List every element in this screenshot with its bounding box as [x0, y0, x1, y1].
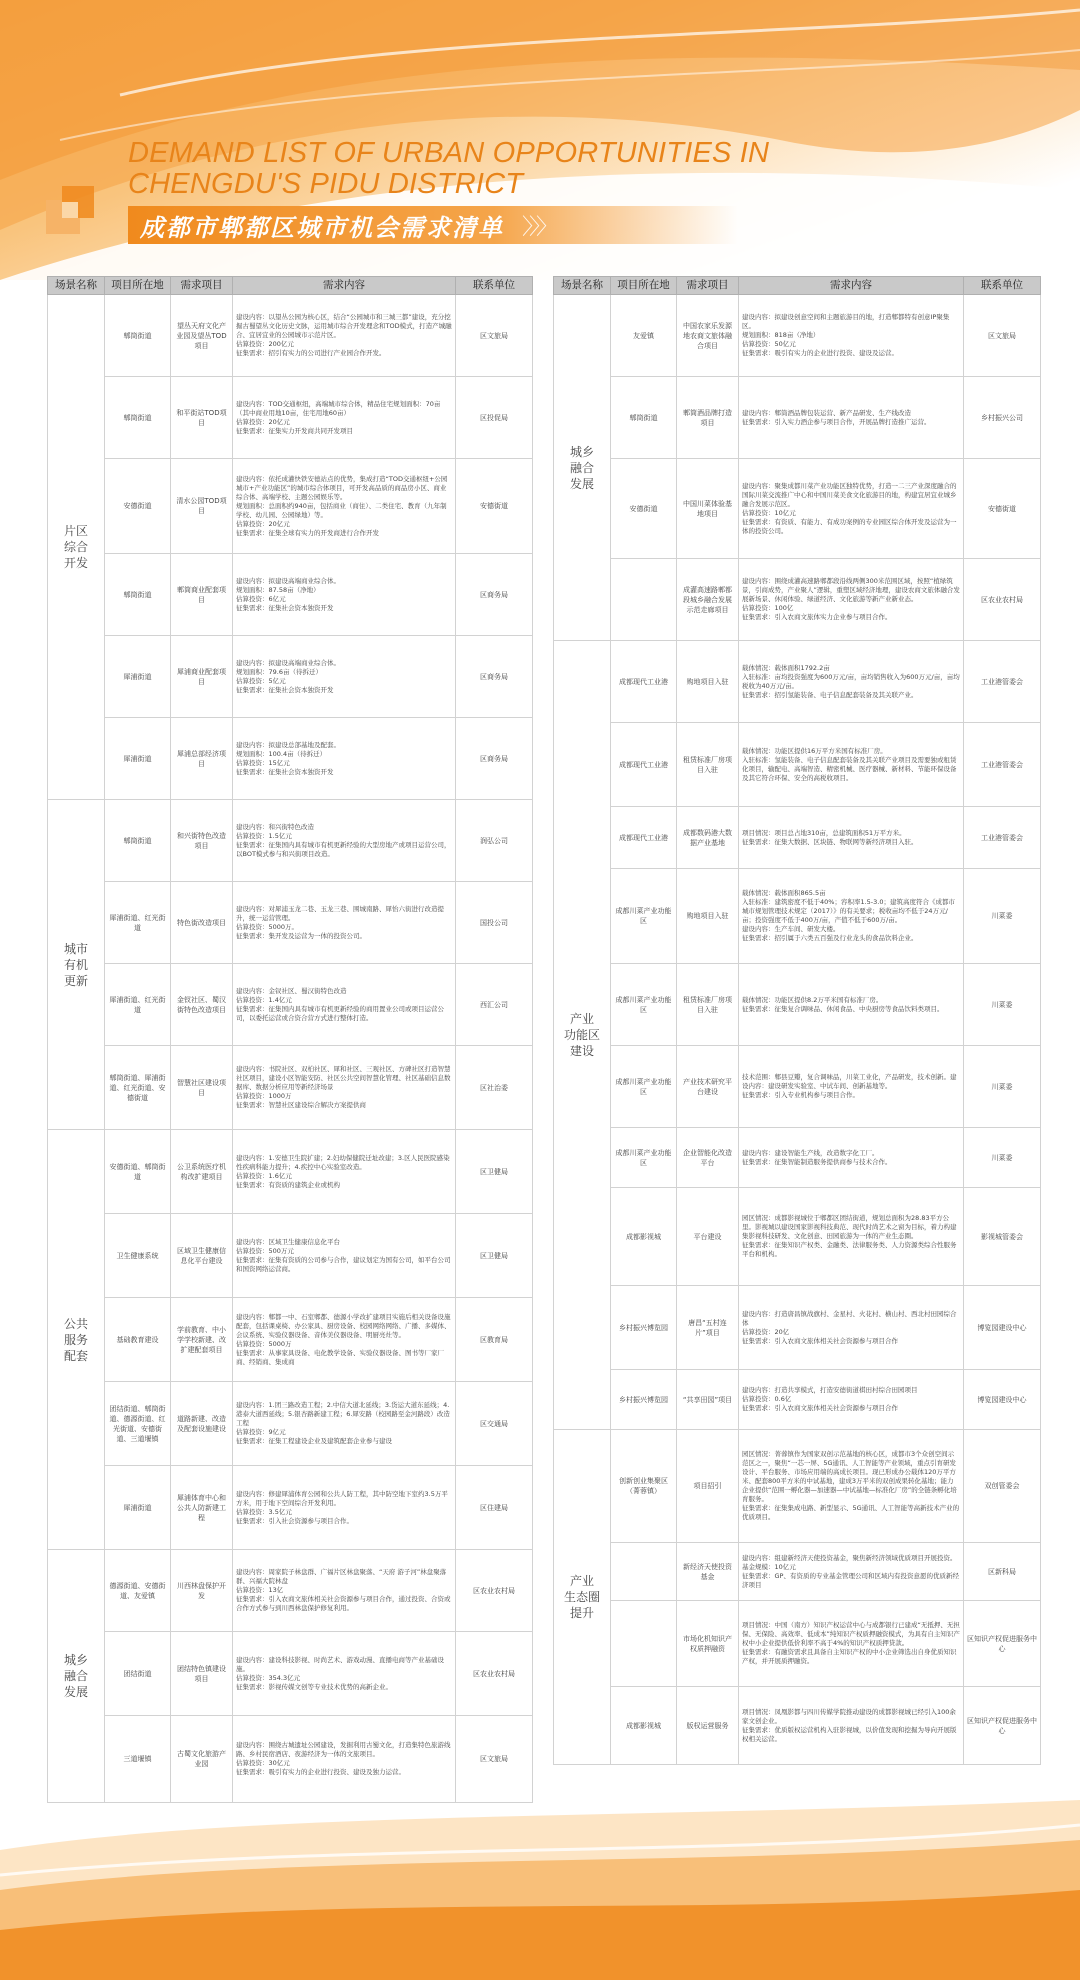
location-cell: 犀浦街道	[105, 636, 171, 718]
project-cell: 成灌高速路郫都段城乡融合发展示范走廊项目	[677, 559, 739, 641]
project-cell: 郫筒商业配套项目	[171, 554, 233, 636]
unit-cell: 区投促局	[456, 377, 533, 459]
table-row	[48, 718, 533, 800]
project-cell: 郫筒酒品牌打造项目	[677, 377, 739, 459]
table-row	[554, 807, 1041, 869]
unit-cell: 区农业农村局	[456, 1550, 533, 1632]
project-cell: 公卫系统医疗机构改扩建项目	[171, 1130, 233, 1214]
table-row	[48, 636, 533, 718]
location-cell: 成都川菜产业功能区	[611, 1128, 677, 1188]
location-cell: 成都川菜产业功能区	[611, 964, 677, 1046]
content-cell: 建设内容：拟建设创意空间和主题旅游目的地，打造郫都特有创意IP聚集区。 规划面积：818亩（净地） 估算投资：50亿元 征集需求：吸引有实力的企业进行投资、建设及运营。	[739, 295, 964, 377]
scene-cell: 产业 功能区 建设	[554, 641, 611, 1430]
project-cell: 租赁标准厂房项目入驻	[677, 964, 739, 1046]
title-chinese-banner	[128, 206, 738, 244]
unit-cell: 工业港管委会	[964, 723, 1041, 807]
unit-cell: 区知识产权促进服务中心	[964, 1687, 1041, 1765]
project-cell: 购地项目入驻	[677, 641, 739, 723]
project-cell: 金钗社区、蜀汉街特色改造项目	[171, 964, 233, 1046]
unit-cell: 西汇公司	[456, 964, 533, 1046]
unit-cell: 区商务局	[456, 718, 533, 800]
project-cell: 成都数码港大数据产业基地	[677, 807, 739, 869]
project-cell: 新经济天使投资基金	[677, 1543, 739, 1601]
table-row	[554, 964, 1041, 1046]
location-cell: 郫筒街道	[105, 554, 171, 636]
project-cell: 平台建设	[677, 1188, 739, 1286]
content-cell: 载体情况：功能区提供8.2万平米国有标准厂房。 征集需求：征集复合调味品、休闲食品、中央厨房等食品饮料类项目。	[739, 964, 964, 1046]
header-scene: 场景名称	[48, 277, 105, 295]
content-cell: 建设内容：TOD交通枢纽，高端城市综合体，精品住宅规划面积：70亩（其中商业用地10亩，住宅用地60亩） 估算投资：20亿元 征集需求：征集实力开发商共同开发项目	[233, 377, 456, 459]
unit-cell: 川菜委	[964, 1046, 1041, 1128]
content-cell: 建设内容：围绕古城遗址公园建设，发掘利用古蜀文化，打造集特色旅游线路、乡村民宿酒店、夜游经济为一体的文旅项目。 估算投资：30亿元 征集需求：吸引有实力的企业进行投资、建设及独力运营。	[233, 1716, 456, 1803]
table-row	[48, 1298, 533, 1382]
content-cell: 载体情况：载体面积1792.2亩 入驻标准：亩均投资强度为600万元/亩，亩均销售收入为600万元/亩，亩均税收为40万元/亩。 征集需求：招引氢能装备、电子信息配套装备及其关联产业。	[739, 641, 964, 723]
unit-cell: 区卫健局	[456, 1214, 533, 1298]
project-cell: 犀浦商业配套项目	[171, 636, 233, 718]
header-scene: 场景名称	[554, 277, 611, 295]
project-cell: 购地项目入驻	[677, 869, 739, 964]
location-cell: 成都影视城	[611, 1687, 677, 1765]
table-row	[48, 964, 533, 1046]
project-cell: 特色街改造项目	[171, 882, 233, 964]
unit-cell: 区文旅局	[964, 295, 1041, 377]
table-row	[48, 377, 533, 459]
content-cell: 建设内容：建设科技影视、时尚艺术、游戏动漫、直播电商等产业基础设施。 估算投资：354.3亿元 征集需求：影视传媒文创等专业技术优势的高新企业。	[233, 1632, 456, 1716]
location-cell: 郫筒街道、犀浦街道、红光街道、安德街道	[105, 1046, 171, 1130]
content-cell: 园区情况：成都影视城位于郫都区团结街道，规划总面积为28.83平方公里。影视城以建设国家影视科技典范、现代时尚艺术之窗为目标，着力构建集影视科技研发、文化创意、田园旅游为一体的产业生态圈。 征集需求：征集知识产权类、金融类、法律服务类、人力资源类综合性服务平台和机构。	[739, 1188, 964, 1286]
content-cell: 建设内容：对犀浦玉龙二巷、玉龙三巷、围城南路、犀怡六街进行改造提升，统一运营管理。 估算投资：5000万。 征集需求：集开发及运营为一体的投资公司。	[233, 882, 456, 964]
location-cell	[611, 1601, 677, 1687]
unit-cell: 区新科局	[964, 1543, 1041, 1601]
table-row	[554, 1601, 1041, 1687]
table-row	[48, 1716, 533, 1803]
location-cell: 犀浦街道、红光街道	[105, 964, 171, 1046]
unit-cell: 区社治委	[456, 1046, 533, 1130]
location-cell: 郫筒街道	[611, 377, 677, 459]
project-cell: 租赁标准厂房项目入驻	[677, 723, 739, 807]
project-cell: 犀浦体育中心和公共人防新建工程	[171, 1466, 233, 1550]
table-row	[48, 1130, 533, 1214]
title-english-line1: DEMAND LIST OF URBAN OPPORTUNITIES IN	[128, 137, 770, 169]
unit-cell: 川菜委	[964, 869, 1041, 964]
content-cell: 建设内容：围绕成灌高速路郫都段沿线两侧300米范围区域，按照“植绿筑景，引商成势，产业聚人”逻辑，重塑区域经济地理，建设农商文旅体融合发展新场景、休闲体验、绿道经济、文化旅游等新产业新业态。 估算投资：100亿 征集需求：引入农商文旅体实力企业参与项目合作。	[739, 559, 964, 641]
content-cell: 建设内容：以望丛公园为核心区，结合“公园城市和三城三都”建设，充分挖掘古蜀望丛文化历史文脉，运用城市综合开发理念和TOD模式，打造产城融合、宜居宜业的公园城市示范片区。 估算投资：200亿元 征集需求：招引有实力的公司进行产业园合作开发。	[233, 295, 456, 377]
unit-cell: 润弘公司	[456, 800, 533, 882]
table-row	[554, 1543, 1041, 1601]
header-location: 项目所在地	[611, 277, 677, 295]
location-cell: 团结街道、郫筒街道、德源街道、红光街道、安德街道、三道堰镇	[105, 1382, 171, 1466]
project-cell: 清水公园TOD项目	[171, 459, 233, 554]
table-header-row	[554, 277, 1041, 295]
table-row	[554, 869, 1041, 964]
content-cell: 建设内容：组建新经济天使投资基金，聚焦新经济领域优质项目开展投资。 基金规模：10亿元 征集需求：GP、有资质的专业基金管理公司和区域内有投资意愿的优质新经济项目	[739, 1543, 964, 1601]
table-row	[48, 1382, 533, 1466]
location-cell: 卫生健康系统	[105, 1214, 171, 1298]
project-cell: 智慧社区建设项目	[171, 1046, 233, 1130]
unit-cell: 川菜委	[964, 964, 1041, 1046]
project-cell: 企业智能化改造平台	[677, 1128, 739, 1188]
scene-cell: 城乡 融合 发展	[554, 295, 611, 641]
project-cell: “共享田园”项目	[677, 1370, 739, 1430]
footer-background	[0, 1780, 1080, 1980]
location-cell: 安德街道、郫筒街道	[105, 1130, 171, 1214]
table-row	[554, 1128, 1041, 1188]
project-cell: 项目招引	[677, 1430, 739, 1543]
location-cell: 犀浦街道	[105, 1466, 171, 1550]
header-unit: 联系单位	[456, 277, 533, 295]
location-cell: 安德街道	[611, 459, 677, 559]
table-row	[48, 459, 533, 554]
location-cell: 团结街道	[105, 1632, 171, 1716]
location-cell: 安德街道	[105, 459, 171, 554]
table-row	[48, 1550, 533, 1632]
header-unit: 联系单位	[964, 277, 1041, 295]
project-cell: 川西林盘保护开发	[171, 1550, 233, 1632]
table-row	[48, 295, 533, 377]
unit-cell: 国投公司	[456, 882, 533, 964]
header-location: 项目所在地	[105, 277, 171, 295]
table-row	[554, 1188, 1041, 1286]
unit-cell: 区交通局	[456, 1382, 533, 1466]
project-cell: 唐昌“五村连片”项目	[677, 1286, 739, 1370]
unit-cell: 区文旅局	[456, 1716, 533, 1803]
project-cell: 中国川菜体验基地项目	[677, 459, 739, 559]
table-row	[554, 295, 1041, 377]
content-cell: 建设内容：打造共享模式，打造安德街道棋田村综合田园项目 估算投资：0.6亿 征集需求：引入农商文旅体相关社会资源参与项目合作	[739, 1370, 964, 1430]
footer-wave-decoration	[0, 1780, 1080, 1980]
table-row	[554, 459, 1041, 559]
location-cell: 成都川菜产业功能区	[611, 1046, 677, 1128]
unit-cell: 双创管委会	[964, 1430, 1041, 1543]
location-cell: 乡村振兴博览园	[611, 1286, 677, 1370]
content-cell: 建设内容：郫都一中、石室郫都、德源小学改扩建项目实施后相关设备设施配套，包括课桌椅、办公家具、厨房设备、校园网络网络、广播、多媒体、会议系统、实验仪器设备、音体美仪器设备、明厨亮灶等。 估算投资：5000万 征集需求：从事家具设备、电化教学设备、实验仪器设备、图书等厂家厂商、经销商、集成商	[233, 1298, 456, 1382]
content-cell: 建设内容：区域卫生健康信息化平台 估算投资：500万元 征集需求：征集有资质的公司参与合作，建议划定为国有公司，如平台公司和国资网络运营商。	[233, 1214, 456, 1298]
unit-cell: 安德街道	[456, 459, 533, 554]
header-project: 需求项目	[677, 277, 739, 295]
content-cell: 建设内容：修建犀浦体育公园和公共人防工程，其中防空地下室约3.5万平方米，用于地下空间综合开发利用。 估算投资：3.5亿元 征集需求：引入社会资源参与项目合作。	[233, 1466, 456, 1550]
location-cell: 成都现代工业港	[611, 807, 677, 869]
content-cell: 建设内容：1.团三路改造工程；2.中信大道北延线；3.货运大道东延线；4.港泰大道西延线；5.银杏路新建工程；6.犀安路（校园路至金河路段）改造工程 估算投资：9亿元 征集需求：征集工程建设企业及建筑配套企业参与建设	[233, 1382, 456, 1466]
scene-cell: 公共 服务 配套	[48, 1130, 105, 1550]
table-row	[554, 377, 1041, 459]
scene-cell: 城乡 融合 发展	[48, 1550, 105, 1803]
table-row	[554, 1286, 1041, 1370]
scene-cell: 产业 生态圈 提升	[554, 1430, 611, 1765]
project-cell: 望丛天府文化产业园及望丛TOD项目	[171, 295, 233, 377]
location-cell: 郫筒街道	[105, 800, 171, 882]
unit-cell: 区住建局	[456, 1466, 533, 1550]
content-cell: 技术范围：郫县豆瓣，复合调味品，川菜工业化，产品研发，技术创新。建设内容：建设研发实验室、中试车间、创新基地等。 征集需求：引入专业机构参与项目合作。	[739, 1046, 964, 1128]
content-cell: 项目情况：项目总占地310亩，总建筑面积51万平方米。 征集需求：征集大数据、区块链、物联网等新经济项目入驻。	[739, 807, 964, 869]
project-cell: 道路新建、改造及配套设施建设	[171, 1382, 233, 1466]
unit-cell: 区教育局	[456, 1298, 533, 1382]
content-cell: 建设内容：建设智能生产线，改造数字化工厂。 征集需求：征集智能制造服务提供商参与技术合作。	[739, 1128, 964, 1188]
chevron-right-icon: 〉〉〉	[522, 214, 555, 240]
project-cell: 版权运营服务	[677, 1687, 739, 1765]
decor-square	[62, 202, 78, 218]
unit-cell: 工业港管委会	[964, 641, 1041, 723]
table-row	[48, 1214, 533, 1298]
table-row	[554, 641, 1041, 723]
content-cell: 建设内容：拟建设高端商业综合体。 规划面积：87.58亩（净地） 估算投资：6亿元 征集需求：征集社会资本独资开发	[233, 554, 456, 636]
unit-cell: 博览园建设中心	[964, 1370, 1041, 1430]
project-cell: 产业技术研究平台建设	[677, 1046, 739, 1128]
location-cell: 郫筒街道	[105, 377, 171, 459]
table-row	[48, 882, 533, 964]
location-cell: 友爱镇	[611, 295, 677, 377]
unit-cell: 安德街道	[964, 459, 1041, 559]
header-project: 需求项目	[171, 277, 233, 295]
project-cell: 团结特色镇建设项目	[171, 1632, 233, 1716]
table-header-row	[48, 277, 533, 295]
unit-cell: 影视城管委会	[964, 1188, 1041, 1286]
location-cell: 犀浦街道、红光街道	[105, 882, 171, 964]
project-cell: 区域卫生健康信息化平台建设	[171, 1214, 233, 1298]
content-cell: 载体情况：功能区提供16万平方米国有标准厂房。 入驻标准：氢能装备、电子信息配套装备及其关联产业项目及需要独或租赁化项目，输配电、高端智造、精密机械、医疗器械、新材料、节能环保设备及其它符合环保、安全的高税收项目。	[739, 723, 964, 807]
scene-cell: 城市 有机 更新	[48, 800, 105, 1130]
unit-cell: 区文旅局	[456, 295, 533, 377]
content-cell: 建设内容：拟建设高端商业综合体。 规划面积：79.6亩（待拆迁） 估算投资：5亿元 征集需求：征集社会资本独资开发	[233, 636, 456, 718]
table-row	[554, 723, 1041, 807]
table-row	[48, 1046, 533, 1130]
table-row	[554, 1046, 1041, 1128]
content-cell: 建设内容：和兴街特色改造 估算投资：1.5亿元 征集需求：征集国内具有城市有机更新经验的大型房地产或项目运营公司，以BOT模式参与和兴街项目改造。	[233, 800, 456, 882]
location-cell: 成都现代工业港	[611, 723, 677, 807]
location-cell: 基础教育建设	[105, 1298, 171, 1382]
title-chinese: 成都市郫都区城市机会需求清单	[140, 213, 504, 242]
location-cell: 创新创业集聚区（菁蓉镇）	[611, 1430, 677, 1543]
content-cell: 载体情况：载体面积865.5亩 入驻标准：建筑密度不低于40%；容积率1.5-3.0；建筑高度符合《成都市城市规划管理技术规定（2017）》的有关要求；税收亩均不低于24万元/亩；投资强度不低于400万/亩，产值不低于600万/亩。 建设内容：生产车间、研发大楼。 征集需求：招引属于六类五百强及行业龙头的食品饮料企业。	[739, 869, 964, 964]
project-cell: 和平街站TOD项目	[171, 377, 233, 459]
unit-cell: 区商务局	[456, 554, 533, 636]
table-row	[48, 800, 533, 882]
title-block	[128, 138, 1028, 244]
content-cell: 建设内容：打造唐昌镇战旗村、金星村、火花村、横山村、西北村田园综合体 估算投资：20亿 征集需求：引入农商文旅体相关社会资源参与项目合作	[739, 1286, 964, 1370]
header-content: 需求内容	[233, 277, 456, 295]
unit-cell: 区卫健局	[456, 1130, 533, 1214]
header-content: 需求内容	[739, 277, 964, 295]
demand-table-right	[553, 276, 1041, 1765]
content-cell: 建设内容：聚集成都川菜产业功能区独特优势，打造一二三产业深度融合的国际川菜交流推广中心和中国川菜美食文化旅游目的地，构建宜居宜业城乡融合发展示范区。 估算投资：10亿元 征集需求：有资质、有能力、有成功案例的专业园区综合体开发及运营为一体的投资公司。	[739, 459, 964, 559]
unit-cell: 区知识产权促进服务中心	[964, 1601, 1041, 1687]
unit-cell: 乡村振兴公司	[964, 377, 1041, 459]
location-cell	[611, 1543, 677, 1601]
project-cell: 和兴街特色改造项目	[171, 800, 233, 882]
table-row	[554, 1687, 1041, 1765]
location-cell: 犀浦街道	[105, 718, 171, 800]
demand-table-left	[47, 276, 533, 1803]
table-row	[554, 1430, 1041, 1543]
location-cell	[611, 559, 677, 641]
location-cell: 三道堰镇	[105, 1716, 171, 1803]
location-cell: 成都川菜产业功能区	[611, 869, 677, 964]
table-row	[48, 554, 533, 636]
content-cell: 建设内容：金钗社区、蜀汉街特色改造 估算投资：1.4亿元 征集需求：征集国内具有城市有机更新经验的商用置业公司或项目运营公司，以委托运营或合资合营方式进行整体打造。	[233, 964, 456, 1046]
table-row	[48, 1466, 533, 1550]
unit-cell: 区商务局	[456, 636, 533, 718]
content-cell: 项目情况：凤凰影都与四川传媒学院推动建设的成都影视城已经引入100余家文创企业。 征集需求：优质版权运营机构入驻影视城，以价值发现和挖掘为导向开展版权相关运营。	[739, 1687, 964, 1765]
location-cell: 郫筒街道	[105, 295, 171, 377]
project-cell: 古蜀文化旅游产业园	[171, 1716, 233, 1803]
project-cell: 学前教育、中小学学校新建、改扩建配套项目	[171, 1298, 233, 1382]
content-cell: 建设内容：书院社区、双柏社区、犀和社区、三观社区、方碑社区打造智慧社区项目，建设小区智能安防、社区公共空间智慧化管理、社区基础信息数据库、数据分析应用等新经济场景 估算投资：1000万 征集需求：智慧社区建设综合解决方案提供商	[233, 1046, 456, 1130]
unit-cell: 川菜委	[964, 1128, 1041, 1188]
location-cell: 乡村振兴博览园	[611, 1370, 677, 1430]
content-cell: 建设内容：周家院子林盘群、广福片区林盘聚落、“天府 游子河”林盘聚落群、兴福大院林盘 估算投资：13亿 征集需求：引入农商文旅体相关社会资源参与项目合作，通过投资、合资或合作方式参与到川西林盘保护修复利用。	[233, 1550, 456, 1632]
table-row	[554, 559, 1041, 641]
unit-cell: 区农业农村局	[456, 1632, 533, 1716]
project-cell: 犀浦总部经济项目	[171, 718, 233, 800]
location-cell: 成都影视城	[611, 1188, 677, 1286]
location-cell: 德源街道、安德街道、友爱镇	[105, 1550, 171, 1632]
project-cell: 市场化机知识产权质押融资	[677, 1601, 739, 1687]
table-row	[554, 1370, 1041, 1430]
table-row	[48, 1632, 533, 1716]
content-cell: 园区情况：菁蓉镇作为国家双创示范基地的核心区，成都市3个众创空间示范区之一，聚焦“一芯一屏、5G通讯、人工智能等产业领域，重点引育研发设计、平台服务、市场应用端的高成长项目。现已形成办公载体120万平方米、配套800平方米的中试基地，建成3万平米的双创成果转化基地；能力企业提供“范围一孵化器—加速器—中试基地—标准化厂房”的全链条孵化培育服务。 征集需求：征集集成电路、新型显示、5G通讯、人工智能等高新技术产业的优质项目。	[739, 1430, 964, 1543]
location-cell: 成都现代工业港	[611, 641, 677, 723]
unit-cell: 工业港管委会	[964, 807, 1041, 869]
content-cell: 建设内容：1.安德卫生院扩建；2.妇幼保健院迁址改建；3.区人民医院感染性疾病科能力提升；4.疾控中心实验室改造。 估算投资：1.6亿元 征集需求：有资质的建筑企业或机构	[233, 1130, 456, 1214]
content-cell: 建设内容：郫筒酒品牌包装运营、新产品研发、生产线改造 征集需求：引入实力酒企参与项目合作，开展品牌打造推广运营。	[739, 377, 964, 459]
scene-cell: 片区 综合 开发	[48, 295, 105, 800]
project-cell: 中国农家乐发源地农商文旅体融合项目	[677, 295, 739, 377]
title-english-line2: CHENGDU'S PIDU DISTRICT	[128, 168, 524, 200]
unit-cell: 博览园建设中心	[964, 1286, 1041, 1370]
unit-cell: 区农业农村局	[964, 559, 1041, 641]
content-cell: 建设内容：依托成灌快铁安德站点的优势，集成打造“TOD交通枢纽+公园城市+产业功能区”的城市综合体项目，可开发高品质的商品房小区、商业综合体、高端学校、主题公园娱乐等。 规划面积：总面积约940亩，包括商业（商住）、二类住宅、教育（九年制学校、幼儿园、公园绿地）等。 估算投资：20亿元 征集需求：征集全球有实力的开发商进行合作开发	[233, 459, 456, 554]
content-cell: 建设内容：拟建设总部基地及配套。 规划面积：100.4亩（待拆迁） 估算投资：15亿元 征集需求：征集社会资本独资开发	[233, 718, 456, 800]
content-cell: 项目情况：中国（南方）知识产权运营中心与成都银行已建成“无抵押、无担保、无保险、高效率、低成本”纯知识产权质押融资模式，为具有自主知识产权中小企业提供低价利率不高于4%的知识产权质押贷款。 征集需求：有融资需求且具备自主知识产权的中小企业筛选出自身优质知识产权，并开展质押融资。	[739, 1601, 964, 1687]
